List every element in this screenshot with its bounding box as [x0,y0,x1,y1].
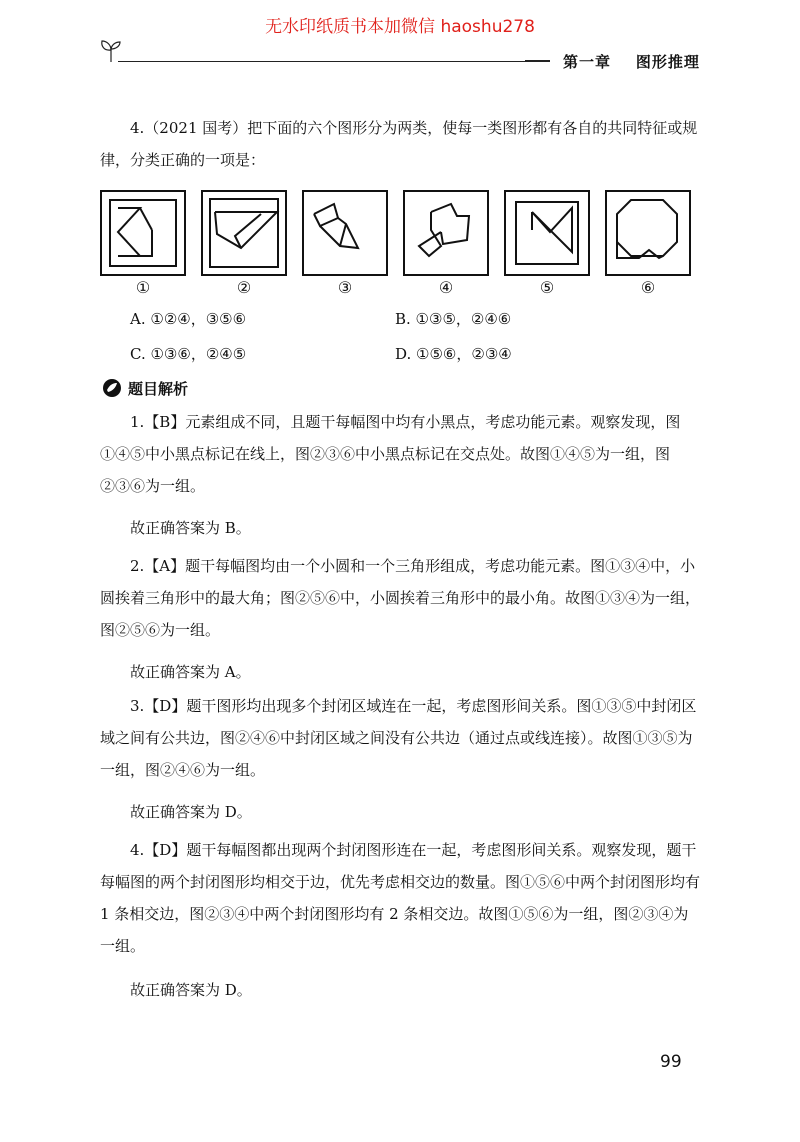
analysis-answer-3: 故正确答案为 D。 [130,803,252,821]
option-d: D. ①⑤⑥，②③④ [395,345,512,363]
analysis-answer-4: 故正确答案为 D。 [130,981,252,999]
figure-label-1: ① [135,278,151,297]
option-b: B. ①③⑤，②④⑥ [395,310,512,328]
watermark-text: 无水印纸质书本加微信 haoshu278 [265,17,535,37]
analysis-answer-1: 故正确答案为 B。 [130,519,251,537]
figure-label-6: ⑥ [640,278,656,297]
header-rule-accent [525,60,550,62]
analysis-title: 题目解析 [128,380,189,398]
figure-label-5: ⑤ [539,278,555,297]
figure-4 [403,190,489,276]
option-a: A. ①②④，③⑤⑥ [130,310,247,328]
figure-label-4: ④ [438,278,454,297]
figure-6 [605,190,691,276]
page-number: 99 [660,1052,682,1072]
figure-3 [302,190,388,276]
header-rule [118,61,550,62]
figure-1 [100,190,186,276]
analysis-icon [102,378,122,398]
option-c: C. ①③⑥，②④⑤ [130,345,247,363]
figure-label-2: ② [236,278,252,297]
chapter-title: 第一章 图形推理 [563,53,700,71]
question-text: 4.（2021 国考）把下面的六个图形分为两类，使每一类图形都有各自的共同特征或规律，分类正确的一项是： [100,119,698,169]
analysis-answer-2: 故正确答案为 A。 [130,663,251,681]
analysis-item-1: 1.【B】元素组成不同，且题干每幅图中均有小黑点，考虑功能元素。观察发现，图①④⑤中小黑点标记在线上，图②③⑥中小黑点标记在交点处。故图①④⑤为一组，图②③⑥为一组。 [100,413,681,495]
analysis-item-3: 3.【D】题干图形均出现多个封闭区域连在一起，考虑图形间关系。图①③⑤中封闭区域之间有公共边，图②④⑥中封闭区域之间没有公共边（通过点或线连接）。故图①③⑤为一组，图②④⑥为一组。 [100,697,697,779]
figure-5 [504,190,590,276]
figure-row [100,190,700,300]
figure-label-3: ③ [337,278,353,297]
analysis-item-4: 4.【D】题干每幅图都出现两个封闭图形连在一起，考虑图形间关系。观察发现，题干每幅图的两个封闭图形均相交于边，优先考虑相交边的数量。图①⑤⑥中两个封闭图形均有 1 条相交边，图②③④中两个封闭图形均有 2 条相交边。故图①⑤⑥为一组，图②③④为一组。 [100,841,701,955]
figure-2 [201,190,287,276]
analysis-item-2: 2.【A】题干每幅图均由一个小圆和一个三角形组成，考虑功能元素。图①③④中，小圆挨着三角形中的最大角；图②⑤⑥中，小圆挨着三角形中的最小角。故图①③④为一组，图②⑤⑥为一组。 [100,557,701,639]
